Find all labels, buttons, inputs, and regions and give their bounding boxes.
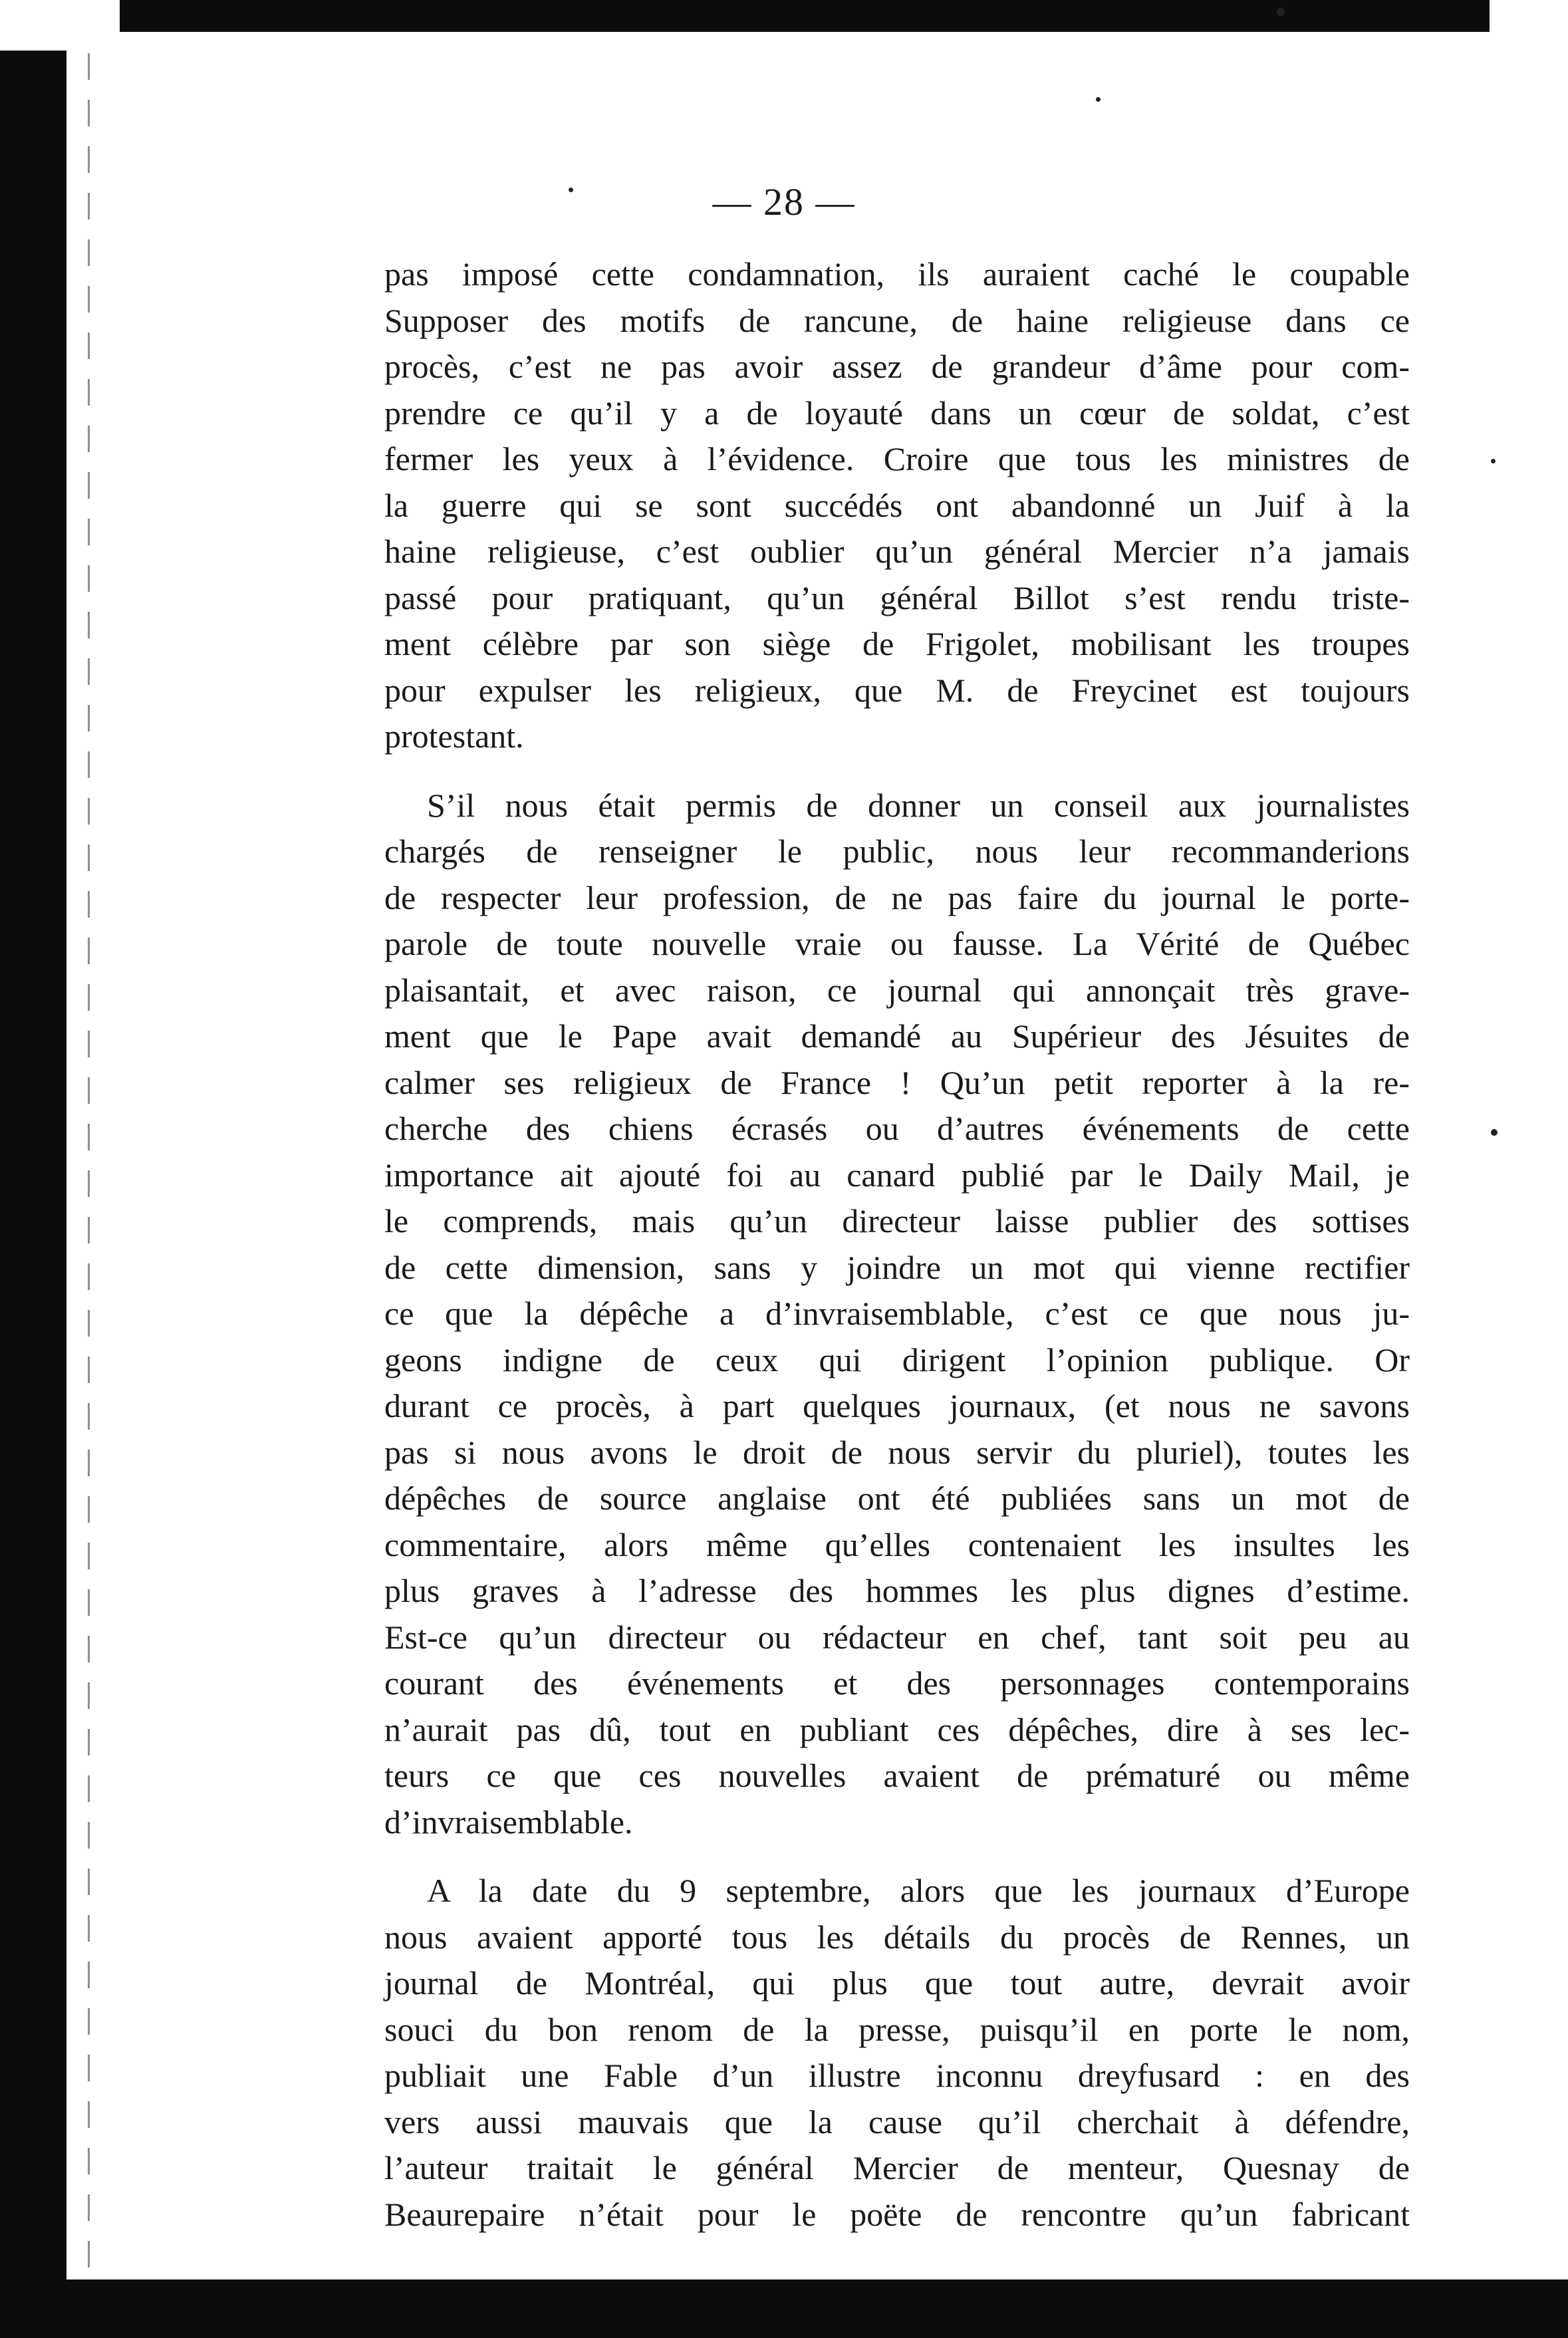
body-text <box>384 251 1410 2260</box>
text-line: ment célèbre par son siège de Frigolet, mobilisant les troupes <box>384 625 1410 662</box>
text-line: plaisantait, et avec raison, ce journal qui annonçait très grave- <box>384 971 1410 1009</box>
text-line: procès, c’est ne pas avoir assez de grandeur d’âme pour com- <box>384 348 1410 385</box>
page-number: — 28 — <box>712 180 856 223</box>
text-line: Est-ce qu’un directeur ou rédacteur en chef, tant soit peu au <box>384 1618 1410 1656</box>
scan-speck <box>1491 1129 1498 1136</box>
text-line: publiait une Fable d’un illustre inconnu dreyfusard : en des <box>384 2057 1410 2094</box>
text-line: courant des événements et des personnages contemporains <box>384 1664 1410 1702</box>
text-line: chargés de renseigner le public, nous leur recommanderions <box>384 833 1410 870</box>
text-line: geons indigne de ceux qui dirigent l’opinion publique. Or <box>384 1341 1410 1378</box>
text-line: journal de Montréal, qui plus que tout autre, devrait avoir <box>384 1964 1410 2002</box>
scan-border-left <box>0 51 66 2338</box>
text-line: nous avaient apporté tous les détails du procès de Rennes, un <box>384 1918 1410 1956</box>
text-line: la guerre qui se sont succédés ont abandonné un Juif à la <box>384 486 1410 524</box>
text-line: Supposer des motifs de rancune, de haine religieuse dans ce <box>384 301 1410 339</box>
text-line: parole de toute nouvelle vraie ou fausse. La Vérité de Québec <box>384 925 1410 962</box>
paragraph-1 <box>384 251 1410 760</box>
scan-speck <box>1096 97 1101 102</box>
text-line: pour expulser les religieux, que M. de Freycinet est toujours <box>384 671 1410 709</box>
text-line: plus graves à l’adresse des hommes les plus dignes d’estime. <box>384 1572 1410 1609</box>
text-line: de cette dimension, sans y joindre un mot qui vienne rectifier <box>384 1248 1410 1286</box>
text-line: n’aurait pas dû, tout en publiant ces dépêches, dire à ses lec- <box>384 1710 1410 1748</box>
text-line: protestant. <box>384 717 524 755</box>
text-line: prendre ce qu’il y a de loyauté dans un cœur de soldat, c’est <box>384 394 1410 432</box>
text-line: Beaurepaire n’était pour le poëte de rencontre qu’un fabricant <box>384 2195 1410 2233</box>
text-line: calmer ses religieux de France ! Qu’un petit reporter à la re- <box>384 1063 1410 1101</box>
scan-speck <box>1277 8 1285 16</box>
paragraph-2 <box>384 783 1410 1846</box>
text-line: de respecter leur profession, de ne pas faire du journal le porte- <box>384 878 1410 916</box>
page-edge-line <box>88 53 90 2274</box>
text-line: haine religieuse, c’est oublier qu’un général Mercier n’a jamais <box>384 533 1410 570</box>
text-line: commentaire, alors même qu’elles contenaient les insultes les <box>384 1525 1410 1563</box>
scan-border-top <box>120 0 1490 32</box>
text-line: pas si nous avons le droit de nous servir du pluriel), toutes les <box>384 1433 1410 1471</box>
text-line: passé pour pratiquant, qu’un général Billot s’est rendu triste- <box>384 579 1410 616</box>
text-line: S’il nous était permis de donner un conseil aux journalistes <box>427 786 1410 824</box>
text-line: d’invraisemblable. <box>384 1803 633 1841</box>
text-line: teurs ce que ces nouvelles avaient de prématuré ou même <box>384 1757 1410 1794</box>
text-line: fermer les yeux à l’évidence. Croire que tous les ministres de <box>384 440 1410 477</box>
text-line: vers aussi mauvais que la cause qu’il cherchait à défendre, <box>384 2103 1410 2141</box>
text-line: le comprends, mais qu’un directeur laisse publier des sottises <box>384 1202 1410 1239</box>
text-line: importance ait ajouté foi au canard publié par le Daily Mail, je <box>384 1156 1410 1194</box>
text-line: ment que le Pape avait demandé au Supérieur des Jésuites de <box>384 1017 1410 1055</box>
text-line: pas imposé cette condamnation, ils auraient caché le coupable <box>384 255 1410 293</box>
scan-speck <box>1491 459 1496 463</box>
text-line: A la date du 9 septembre, alors que les journaux d’Europe <box>427 1872 1410 1909</box>
text-line: durant ce procès, à part quelques journaux, (et nous ne savons <box>384 1387 1410 1424</box>
text-line: cherche des chiens écrasés ou d’autres événements de cette <box>384 1110 1410 1147</box>
paragraph-3 <box>384 1868 1410 2238</box>
text-line: l’auteur traitait le général Mercier de menteur, Quesnay de <box>384 2149 1410 2186</box>
text-line: ce que la dépêche a d’invraisemblable, c’est ce que nous ju- <box>384 1295 1410 1332</box>
text-line: souci du bon renom de la presse, puisqu’il en porte le nom, <box>384 2010 1410 2048</box>
scan-border-bottom <box>66 2279 1568 2338</box>
text-line: dépêches de source anglaise ont été publiées sans un mot de <box>384 1480 1410 1517</box>
